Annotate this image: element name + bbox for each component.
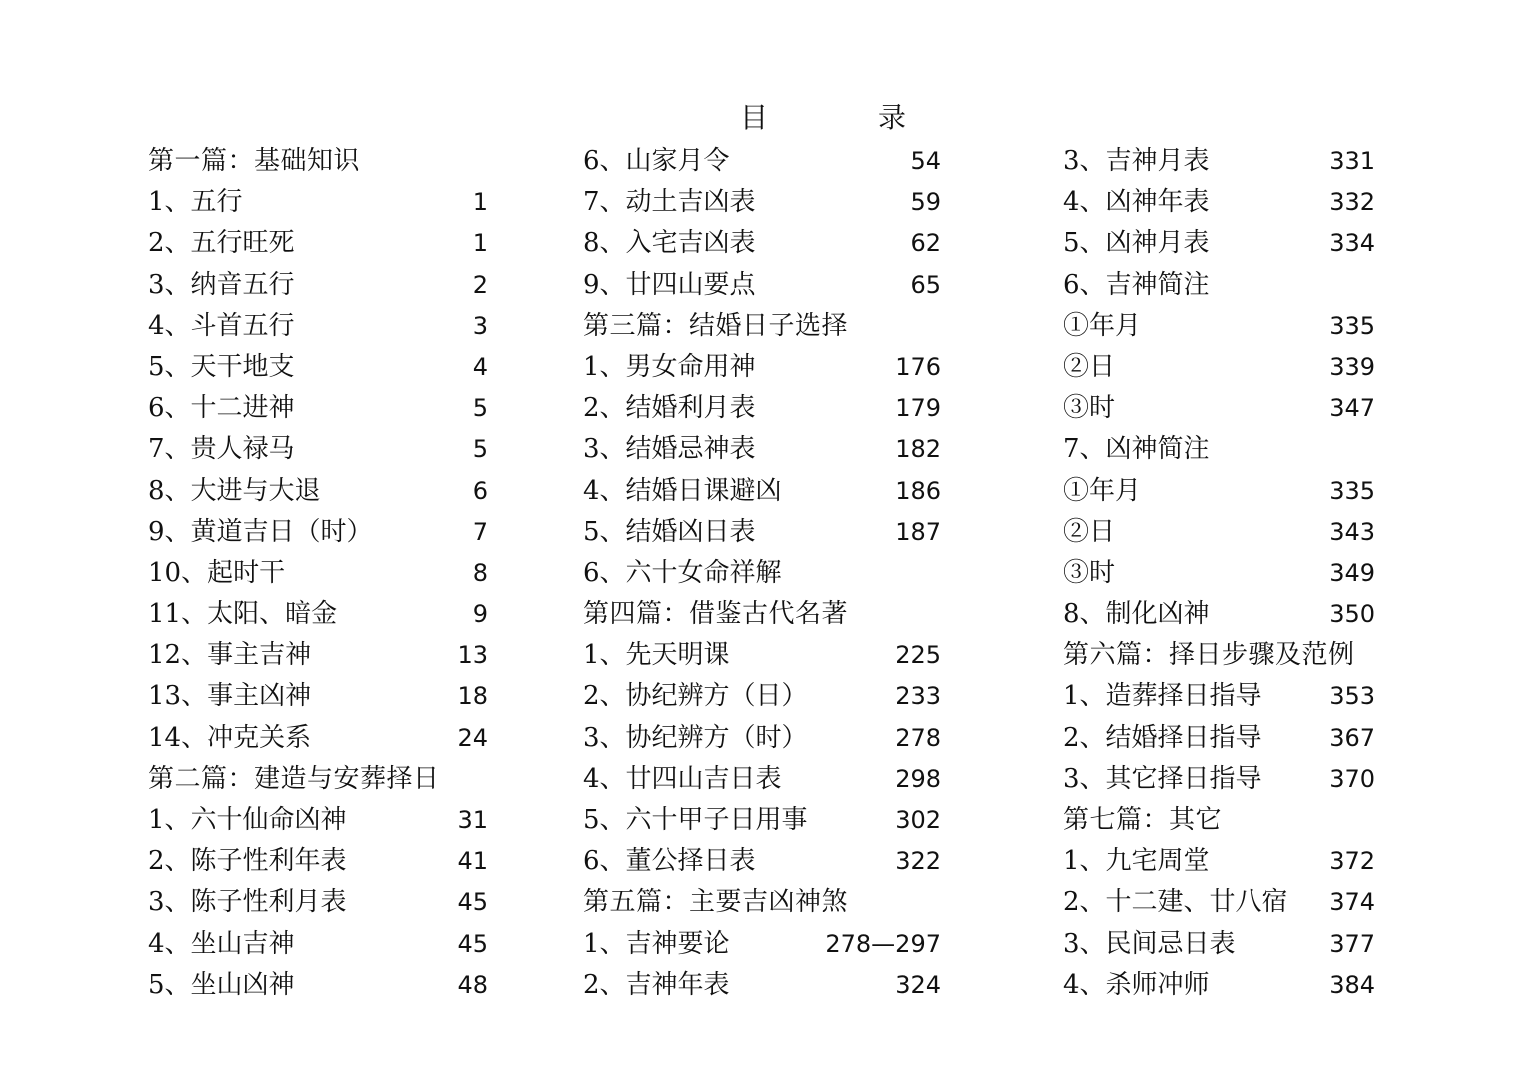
toc-entry xyxy=(1063,306,1375,347)
toc-entry-label: 13、事主凶神 xyxy=(148,681,312,712)
toc-entry xyxy=(148,429,488,470)
toc-entry-label: 5、结婚凶日表 xyxy=(583,516,756,547)
toc-entry-page-number: 5 xyxy=(472,394,488,423)
toc-entry xyxy=(148,265,488,306)
toc-entry-page-number: 377 xyxy=(1329,929,1375,958)
toc-entry-label: 2、五行旺死 xyxy=(148,228,295,259)
toc-entry xyxy=(148,553,488,594)
toc-entry-label: 3、纳音五行 xyxy=(148,269,295,300)
toc-entry-label: 第一篇：基础知识 xyxy=(148,146,361,176)
toc-entry xyxy=(148,471,488,512)
toc-entry-page-number: 45 xyxy=(457,929,488,958)
toc-column-3 xyxy=(1063,141,1375,1006)
toc-entry xyxy=(583,388,941,429)
toc-entry-page-number: 343 xyxy=(1329,517,1375,546)
toc-section-heading xyxy=(583,594,941,635)
toc-entry xyxy=(148,388,488,429)
toc-entry-page-number: 322 xyxy=(895,847,941,876)
toc-entry-page-number: 225 xyxy=(895,641,941,670)
toc-entry xyxy=(148,512,488,553)
toc-entry xyxy=(1063,347,1375,388)
toc-entry-page-number: 2 xyxy=(472,270,488,299)
toc-entry-label: ②日 xyxy=(1063,516,1116,547)
toc-entry-label: 5、凶神月表 xyxy=(1063,228,1210,259)
toc-entry-page-number: 179 xyxy=(895,394,941,423)
toc-entry-page-number: 13 xyxy=(457,641,488,670)
toc-entry-label: 4、斗首五行 xyxy=(148,310,295,341)
toc-entry-label: 2、结婚利月表 xyxy=(583,393,756,424)
toc-entry-page-number: 5 xyxy=(472,435,488,464)
toc-entry xyxy=(583,676,941,717)
toc-entry-label: 14、冲克关系 xyxy=(148,722,312,753)
toc-entry-page-number: 298 xyxy=(895,764,941,793)
toc-entry xyxy=(148,182,488,223)
toc-entry-page-number: 65 xyxy=(910,270,941,299)
toc-entry-label: 6、十二进神 xyxy=(148,393,295,424)
toc-entry xyxy=(148,800,488,841)
toc-entry xyxy=(148,635,488,676)
toc-entry xyxy=(148,594,488,635)
toc-entry-page-number: 6 xyxy=(472,476,488,505)
toc-entry-page-number: 335 xyxy=(1329,476,1375,505)
toc-entry-label: 第七篇：其它 xyxy=(1063,805,1223,835)
toc-entry-label: ①年月 xyxy=(1063,310,1142,341)
toc-entry-page-number: 7 xyxy=(472,517,488,546)
toc-entry xyxy=(1063,841,1375,882)
toc-entry-page-number: 374 xyxy=(1329,888,1375,917)
toc-entry-label: 2、十二建、廿八宿 xyxy=(1063,887,1288,918)
toc-entry xyxy=(583,182,941,223)
toc-entry-label: 1、九宅周堂 xyxy=(1063,846,1210,877)
toc-entry-label: 第三篇：结婚日子选择 xyxy=(583,310,849,341)
toc-entry-label: 5、天干地支 xyxy=(148,351,295,382)
toc-column-1 xyxy=(148,141,488,1006)
toc-entry-label: 3、其它择日指导 xyxy=(1063,763,1262,794)
toc-entry-label: 3、结婚忌神表 xyxy=(583,434,756,465)
toc-entry xyxy=(148,924,488,965)
toc-entry-label: 6、吉神简注 xyxy=(1063,269,1210,300)
toc-entry-page-number: 370 xyxy=(1329,764,1375,793)
toc-entry-page-number: 45 xyxy=(457,888,488,917)
toc-entry-label: 4、坐山吉神 xyxy=(148,928,295,959)
toc-entry-page-number: 367 xyxy=(1329,723,1375,752)
toc-entry-label: 5、坐山凶神 xyxy=(148,969,295,1000)
toc-entry xyxy=(583,718,941,759)
toc-entry-label: 3、陈子性利月表 xyxy=(148,887,347,918)
toc-entry-label: 7、动土吉凶表 xyxy=(583,187,756,218)
toc-entry-label: 第二篇：建造与安葬择日 xyxy=(148,763,440,794)
toc-entry-label: 3、协纪辨方（时） xyxy=(583,722,808,753)
title-char-2: 录 xyxy=(878,101,907,134)
toc-entry-page-number: 176 xyxy=(895,352,941,381)
toc-entry-label: 8、大进与大退 xyxy=(148,475,321,506)
page-title xyxy=(740,98,906,138)
toc-entry-page-number: 278 xyxy=(895,723,941,752)
toc-entry-page-number: 372 xyxy=(1329,847,1375,876)
toc-entry xyxy=(1063,182,1375,223)
toc-entry-page-number: 233 xyxy=(895,682,941,711)
toc-entry-label: 1、造葬择日指导 xyxy=(1063,681,1262,712)
toc-entry-label: 9、廿四山要点 xyxy=(583,269,756,300)
toc-entry-page-number: 347 xyxy=(1329,394,1375,423)
toc-entry xyxy=(583,924,941,965)
toc-entry-page-number: 3 xyxy=(472,311,488,340)
toc-entry-label: 3、吉神月表 xyxy=(1063,146,1210,176)
toc-entry-label: 9、黄道吉日（时） xyxy=(148,516,373,547)
toc-section-heading xyxy=(583,882,941,923)
toc-entry-page-number: 31 xyxy=(457,806,488,834)
toc-entry-page-number: 18 xyxy=(457,682,488,711)
toc-entry-label: 2、陈子性利年表 xyxy=(148,846,347,877)
toc-entry-label: 4、廿四山吉日表 xyxy=(583,763,782,794)
toc-entry-page-number: 278—297 xyxy=(825,929,941,958)
toc-entry-page-number: 1 xyxy=(472,229,488,258)
toc-column-2 xyxy=(583,141,941,1006)
toc-entry-page-number: 48 xyxy=(457,970,488,999)
toc-entry-label: ③时 xyxy=(1063,393,1116,424)
toc-entry-label: 1、六十仙命凶神 xyxy=(148,805,347,835)
toc-entry-page-number: 302 xyxy=(895,806,941,834)
toc-entry xyxy=(1063,759,1375,800)
toc-entry xyxy=(148,882,488,923)
toc-entry-label: 12、事主吉神 xyxy=(148,640,312,671)
toc-entry xyxy=(583,759,941,800)
toc-entry-label: 8、入宅吉凶表 xyxy=(583,228,756,259)
toc-entry-page-number: 24 xyxy=(457,723,488,752)
toc-entry-label: 6、山家月令 xyxy=(583,146,730,176)
toc-entry-label: 7、贵人禄马 xyxy=(148,434,295,465)
toc-entry-label: 1、五行 xyxy=(148,187,243,218)
toc-entry xyxy=(148,306,488,347)
toc-section-heading xyxy=(148,141,488,182)
toc-entry-page-number: 59 xyxy=(910,188,941,217)
toc-entry xyxy=(148,718,488,759)
toc-entry-page-number: 353 xyxy=(1329,682,1375,711)
toc-entry-label: 第五篇：主要吉凶神煞 xyxy=(583,887,849,918)
toc-entry xyxy=(1063,965,1375,1006)
toc-entry xyxy=(1063,471,1375,512)
toc-entry-label: 4、杀师冲师 xyxy=(1063,969,1210,1000)
toc-entry-page-number: 324 xyxy=(895,970,941,999)
toc-entry-page-number: 332 xyxy=(1329,188,1375,217)
toc-entry-page-number: 4 xyxy=(472,352,488,381)
toc-section-heading xyxy=(583,306,941,347)
toc-entry-page-number: 339 xyxy=(1329,352,1375,381)
toc-section-heading xyxy=(1063,800,1375,841)
toc-entry xyxy=(583,223,941,264)
toc-entry-label: 3、民间忌日表 xyxy=(1063,928,1236,959)
toc-entry-page-number: 1 xyxy=(472,188,488,217)
toc-entry xyxy=(583,965,941,1006)
title-char-1: 目 xyxy=(740,101,769,134)
toc-entry-page-number: 350 xyxy=(1329,600,1375,629)
toc-entry-label: 10、起时干 xyxy=(148,557,286,588)
toc-entry-label: ②日 xyxy=(1063,351,1116,382)
toc-entry xyxy=(583,635,941,676)
toc-entry xyxy=(583,512,941,553)
toc-entry xyxy=(148,223,488,264)
toc-entry xyxy=(1063,594,1375,635)
toc-entry-label: 第六篇：择日步骤及范例 xyxy=(1063,640,1355,671)
toc-entry xyxy=(148,347,488,388)
toc-entry-label: 4、凶神年表 xyxy=(1063,187,1210,218)
toc-entry-label: 6、董公择日表 xyxy=(583,846,756,877)
toc-entry xyxy=(1063,223,1375,264)
toc-entry-label: 8、制化凶神 xyxy=(1063,599,1210,630)
toc-entry xyxy=(148,965,488,1006)
toc-entry xyxy=(583,800,941,841)
toc-entry xyxy=(1063,429,1375,470)
toc-entry-page-number: 8 xyxy=(472,558,488,587)
toc-entry xyxy=(583,347,941,388)
toc-entry-page-number: 187 xyxy=(895,517,941,546)
toc-entry-page-number: 186 xyxy=(895,476,941,505)
toc-entry-label: 1、先天明课 xyxy=(583,640,730,671)
toc-entry-label: ①年月 xyxy=(1063,475,1142,506)
toc-entry xyxy=(1063,512,1375,553)
toc-entry-page-number: 334 xyxy=(1329,229,1375,258)
toc-entry xyxy=(1063,676,1375,717)
toc-entry-page-number: 54 xyxy=(910,147,941,175)
toc-entry-page-number: 9 xyxy=(472,600,488,629)
toc-entry-label: 2、结婚择日指导 xyxy=(1063,722,1262,753)
toc-entry xyxy=(583,553,941,594)
toc-entry xyxy=(583,471,941,512)
toc-entry xyxy=(1063,141,1375,182)
toc-entry xyxy=(1063,388,1375,429)
toc-entry-label: 1、吉神要论 xyxy=(583,928,730,959)
toc-entry-label: 1、男女命用神 xyxy=(583,351,756,382)
toc-entry-label: 11、太阳、暗金 xyxy=(148,599,338,630)
toc-entry-label: 6、六十女命祥解 xyxy=(583,557,782,588)
toc-entry-page-number: 335 xyxy=(1329,311,1375,340)
toc-entry xyxy=(583,841,941,882)
toc-entry-label: 2、协纪辨方（日） xyxy=(583,681,808,712)
toc-entry-label: 第四篇：借鉴古代名著 xyxy=(583,599,849,630)
toc-section-heading xyxy=(1063,635,1375,676)
toc-entry xyxy=(583,141,941,182)
toc-entry xyxy=(1063,718,1375,759)
toc-entry xyxy=(583,429,941,470)
toc-entry-label: 2、吉神年表 xyxy=(583,969,730,1000)
toc-entry xyxy=(1063,553,1375,594)
toc-entry-label: 7、凶神简注 xyxy=(1063,434,1210,465)
toc-entry xyxy=(1063,882,1375,923)
toc-entry-label: 5、六十甲子日用事 xyxy=(583,805,808,835)
toc-entry xyxy=(583,265,941,306)
toc-entry xyxy=(148,841,488,882)
toc-entry-label: 4、结婚日课避凶 xyxy=(583,475,782,506)
toc-entry-page-number: 384 xyxy=(1329,970,1375,999)
toc-entry-page-number: 41 xyxy=(457,847,488,876)
toc-entry xyxy=(1063,265,1375,306)
toc-entry-page-number: 349 xyxy=(1329,558,1375,587)
toc-entry-label: ③时 xyxy=(1063,557,1116,588)
toc-entry-page-number: 331 xyxy=(1329,147,1375,175)
toc-entry xyxy=(1063,924,1375,965)
toc-entry-page-number: 62 xyxy=(910,229,941,258)
toc-section-heading xyxy=(148,759,488,800)
toc-entry-page-number: 182 xyxy=(895,435,941,464)
toc-entry xyxy=(148,676,488,717)
